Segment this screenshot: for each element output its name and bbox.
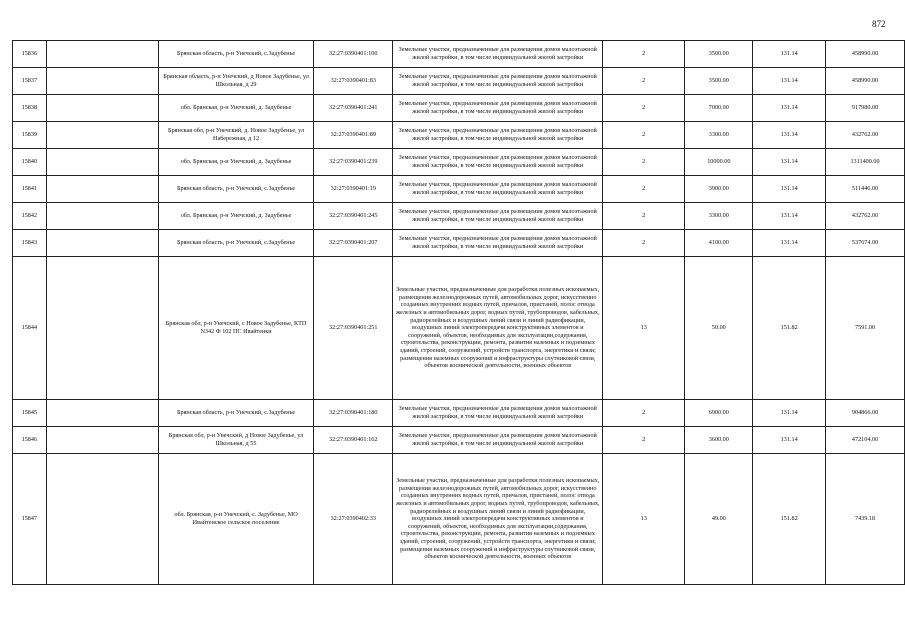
row-number-cell: 15836 [13,41,47,68]
empty-cell [46,122,158,149]
land-use-cell: Земельные участки, предназначенные для размещения домов малоэтажной жилой застройки, в том числе индивидуальной жилой застройки [393,427,603,454]
row-number-cell: 15837 [13,68,47,95]
cadastral-value-table [12,40,905,585]
unit-price-cell: 151.82 [753,257,826,400]
empty-cell [46,400,158,427]
row-number-cell: 15844 [13,257,47,400]
cadastral-cost-cell: 432762.00 [826,122,905,149]
area-cell: 3300.00 [685,203,753,230]
unit-price-cell: 151.82 [753,454,826,585]
cadastral-number-cell: 32:27:0390401:245 [314,203,393,230]
unit-price-cell: 131.14 [753,230,826,257]
empty-cell [46,454,158,585]
unit-price-cell: 131.14 [753,122,826,149]
empty-cell [46,257,158,400]
row-number-cell: 15840 [13,149,47,176]
unit-price-cell: 131.14 [753,68,826,95]
land-use-cell: Земельные участки, предназначенные для размещения домов малоэтажной жилой застройки, в том числе индивидуальной жилой застройки [393,41,603,68]
cadastral-cost-cell: 917980.00 [826,95,905,122]
area-cell: 49.00 [685,454,753,585]
cadastral-number-cell: 32:27:0390401:89 [314,122,393,149]
category-code-cell: 2 [603,41,685,68]
table-row [13,400,905,427]
cadastral-cost-cell: 472104.00 [826,427,905,454]
empty-cell [46,427,158,454]
address-cell: Брянская обл, р-н Унечский, д. Новое Задубенье, ул Набережная, д 12 [159,122,314,149]
cadastral-cost-cell: 432762.00 [826,203,905,230]
cadastral-number-cell: 32:27:0390401:19 [314,176,393,203]
unit-price-cell: 131.14 [753,149,826,176]
cadastral-cost-cell: 904866.00 [826,400,905,427]
unit-price-cell: 131.14 [753,203,826,230]
table-row [13,149,905,176]
land-use-cell: Земельные участки, предназначенные для размещения домов малоэтажной жилой застройки, в том числе индивидуальной жилой застройки [393,400,603,427]
address-cell: Брянская обл, р-н Унечский, д Новое Задубенье, ул Школьная, д 55 [159,427,314,454]
row-number-cell: 15843 [13,230,47,257]
address-cell: обл. Брянская, р-н Унечский, д. Задубенье [159,203,314,230]
unit-price-cell: 131.14 [753,41,826,68]
address-cell: Брянская обл, р-н Унечский, с Новое Задубенье, КТП N342 Ф 102 ПС Ивайтенки [159,257,314,400]
empty-cell [46,41,158,68]
area-cell: 3300.00 [685,122,753,149]
address-cell: Брянская область, р-н Унечский, с.Задубенье [159,41,314,68]
empty-cell [46,203,158,230]
table-row [13,122,905,149]
land-use-cell: Земельные участки, предназначенные для размещения домов малоэтажной жилой застройки, в том числе индивидуальной жилой застройки [393,149,603,176]
area-cell: 3900.00 [685,176,753,203]
address-cell: Брянская область, р-н Унечский, с.Задубенье [159,230,314,257]
table-row [13,176,905,203]
address-cell: обл. Брянская, р-н Унечский, д. Задубенье [159,95,314,122]
table-row [13,95,905,122]
area-cell: 10000.00 [685,149,753,176]
land-use-cell: Земельные участки, предназначенные для размещения домов малоэтажной жилой застройки, в том числе индивидуальной жилой застройки [393,203,603,230]
cadastral-number-cell: 32:27:0390401:180 [314,400,393,427]
table-row [13,257,905,400]
address-cell: Брянская область, р-н Унечский, д Новое Задубенье, ул Школьная, д 29 [159,68,314,95]
category-code-cell: 13 [603,257,685,400]
table-row [13,230,905,257]
category-code-cell: 2 [603,203,685,230]
cadastral-number-cell: 32:27:0390401:241 [314,95,393,122]
land-use-cell: Земельные участки, предназначенные для размещения домов малоэтажной жилой застройки, в том числе индивидуальной жилой застройки [393,68,603,95]
area-cell: 3600.00 [685,427,753,454]
address-cell: Брянская область, р-н Унечский, с.Задубенье [159,176,314,203]
cadastral-cost-cell: 7439.18 [826,454,905,585]
address-cell: обл. Брянская, р-н Унечский, д. Задубенье [159,149,314,176]
table-row [13,68,905,95]
category-code-cell: 2 [603,68,685,95]
row-number-cell: 15846 [13,427,47,454]
category-code-cell: 2 [603,400,685,427]
empty-cell [46,95,158,122]
cadastral-cost-cell: 1311400.00 [826,149,905,176]
empty-cell [46,149,158,176]
land-use-cell: Земельные участки, предназначенные для размещения домов малоэтажной жилой застройки, в том числе индивидуальной жилой застройки [393,230,603,257]
cadastral-number-cell: 32:27:0390401:207 [314,230,393,257]
area-cell: 4100.00 [685,230,753,257]
cadastral-number-cell: 32:27:0390401:83 [314,68,393,95]
category-code-cell: 2 [603,427,685,454]
land-use-cell: Земельные участки, предназначенные для размещения домов малоэтажной жилой застройки, в том числе индивидуальной жилой застройки [393,122,603,149]
cadastral-cost-cell: 458990.00 [826,68,905,95]
land-use-cell: Земельные участки, предназначенные для размещения домов малоэтажной жилой застройки, в том числе индивидуальной жилой застройки [393,176,603,203]
row-number-cell: 15839 [13,122,47,149]
row-number-cell: 15845 [13,400,47,427]
empty-cell [46,176,158,203]
row-number-cell: 15838 [13,95,47,122]
area-cell: 3500.00 [685,68,753,95]
land-use-cell: Земельные участки, предназначенные для разработки полезных ископаемых, размещения железнодорожных путей, автомобильных дорог, искусственно созданных внутренних водных путей, причалов, пристаней, полос отвода железных и автомобильных дорог, водных путей, трубопроводов, кабельных, радиорелейных и воздушных линий связи и линий радиофикации, воздушных линий электропередачи конструктивных элементов и сооружений, объектов, необходимых для эксплуатации,содержания, строительства, реконструкции, ремонта, развития наземных и подземных зданий, строений, сооружений, устройств транспорта, энергетики и связи; размещения наземных сооружений и инфраструктуры спутниковой связи, объектов космической деятельности, военных объектов [393,454,603,585]
category-code-cell: 2 [603,230,685,257]
row-number-cell: 15847 [13,454,47,585]
cadastral-number-cell: 32:27:0390401:100 [314,41,393,68]
address-cell: обл. Брянская, р-н Унечский, с. Задубенье, МО Ивайтенское сельское поселение [159,454,314,585]
area-cell: 50.00 [685,257,753,400]
area-cell: 7000.00 [685,95,753,122]
category-code-cell: 13 [603,454,685,585]
table-row [13,41,905,68]
area-cell: 6900.00 [685,400,753,427]
cadastral-number-cell: 32:27:0390401:251 [314,257,393,400]
cadastral-number-cell: 32:27:0390402:33 [314,454,393,585]
cadastral-cost-cell: 458990.00 [826,41,905,68]
cadastral-cost-cell: 537674.00 [826,230,905,257]
cadastral-number-cell: 32:27:0390401:162 [314,427,393,454]
category-code-cell: 2 [603,95,685,122]
category-code-cell: 2 [603,149,685,176]
address-cell: Брянская область, р-н Унечский, с.Задубенье [159,400,314,427]
empty-cell [46,68,158,95]
unit-price-cell: 131.14 [753,95,826,122]
area-cell: 3500.00 [685,41,753,68]
table-row [13,427,905,454]
cadastral-number-cell: 32:27:0390401:239 [314,149,393,176]
unit-price-cell: 131.14 [753,427,826,454]
cadastral-cost-cell: 7591.00 [826,257,905,400]
land-use-cell: Земельные участки, предназначенные для размещения домов малоэтажной жилой застройки, в том числе индивидуальной жилой застройки [393,95,603,122]
unit-price-cell: 131.14 [753,176,826,203]
empty-cell [46,230,158,257]
row-number-cell: 15841 [13,176,47,203]
table-row [13,454,905,585]
table-row [13,203,905,230]
land-use-cell: Земельные участки, предназначенные для разработки полезных ископаемых, размещения железнодорожных путей, автомобильных дорог, искусственно созданных внутренних водных путей, причалов, пристаней, полос отвода железных и автомобильных дорог, водных путей, трубопроводов, кабельных, радиорелейных и воздушных линий связи и линий радиофикации, воздушных линий электропередачи конструктивных элементов и сооружений, объектов, необходимых для эксплуатации,содержания, строительства, реконструкции, ремонта, развития наземных и подземных зданий, строений, сооружений, устройств транспорта, энергетики и связи; размещения наземных сооружений и инфраструктуры спутниковой связи, объектов космической деятельности, военных объектов [393,257,603,400]
cadastral-cost-cell: 511446.00 [826,176,905,203]
category-code-cell: 2 [603,122,685,149]
row-number-cell: 15842 [13,203,47,230]
unit-price-cell: 131.14 [753,400,826,427]
category-code-cell: 2 [603,176,685,203]
page-number: 872 [872,19,886,29]
